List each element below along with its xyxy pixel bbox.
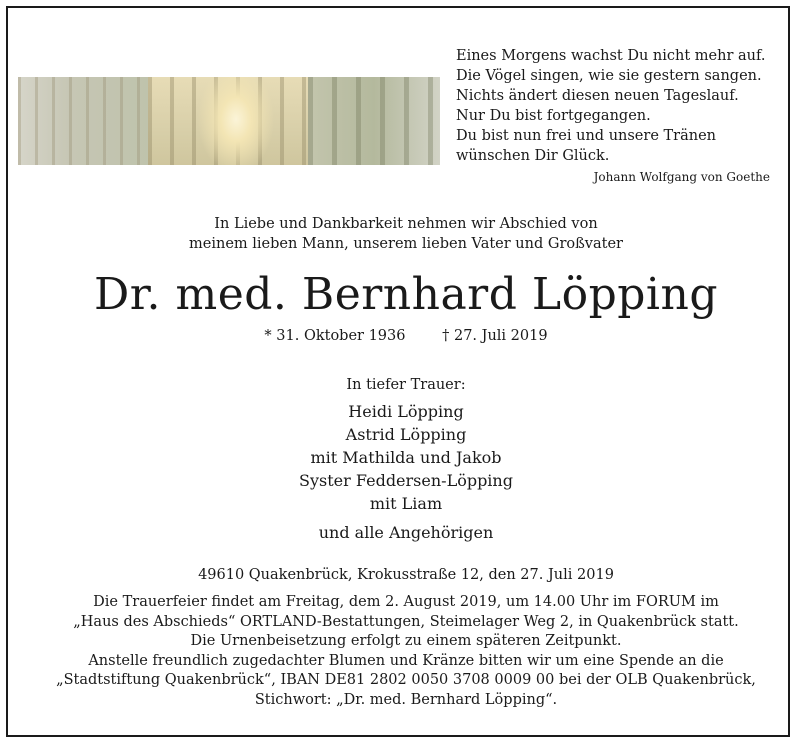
details-line: Anstelle freundlich zugedachter Blumen und Kränze bitten wir um eine Spende an die [88,652,724,669]
life-dates [8,326,800,346]
forest-image-center [148,77,308,165]
poem-line: Nichts ändert diesen neuen Tageslauf. [456,88,739,104]
intro-text [8,214,800,254]
deceased-name: Dr. med. Bernhard Löpping [94,269,718,320]
mourner-name: Syster Feddersen-Löpping [299,471,513,490]
funeral-details [8,593,800,710]
poem-line: Die Vögel singen, wie sie gestern sangen. [456,68,762,84]
details-line: „Stadtstiftung Quakenbrück“, IBAN DE81 2802 0050 3708 0009 00 bei der OLB Quakenbrück, [56,672,756,688]
poem-line: Nur Du bist fortgegangen. [456,108,651,124]
poem-author: Johann Wolfgang von Goethe [593,170,770,184]
poem [456,46,786,166]
mourning-label: In tiefer Trauer: [346,377,466,393]
mourner-name: mit Liam [369,494,443,513]
intro-line: meinem lieben Mann, unserem lieben Vater und Großvater [189,236,623,252]
mourner-name: Heidi Löpping [348,402,464,421]
details-line: „Haus des Abschieds“ ORTLAND-Bestattungen, Steimelager Weg 2, in Quakenbrück statt. [73,613,739,630]
death-date: † 27. Juli 2019 [442,328,548,344]
birth-date: * 31. Oktober 1936 [264,328,406,344]
poem-line: Eines Morgens wachst Du nicht mehr auf. [456,48,766,64]
obituary-notice [6,6,790,737]
details-line: Die Trauerfeier findet am Freitag, dem 2. August 2019, um 14.00 Uhr im FORUM im [93,594,719,610]
forest-image-right [308,77,440,165]
relatives-line: und alle Angehörigen [318,523,494,542]
mourner-name: mit Mathilda und Jakob [310,448,502,467]
place-and-date: 49610 Quakenbrück, Krokusstraße 12, den 27. Juli 2019 [198,567,614,583]
mourner-name: Astrid Löpping [345,425,467,444]
forest-image-left [18,77,148,165]
intro-line: In Liebe und Dankbarkeit nehmen wir Abschied von [214,216,598,232]
forest-path-image [18,77,440,165]
details-line: Stichwort: „Dr. med. Bernhard Löpping“. [254,691,558,708]
details-line: Die Urnenbeisetzung erfolgt zu einem späteren Zeitpunkt. [190,633,622,649]
poem-line: Du bist nun frei und unsere Tränen [456,128,717,144]
mourners-list [8,400,800,515]
poem-line: wünschen Dir Glück. [456,148,610,164]
